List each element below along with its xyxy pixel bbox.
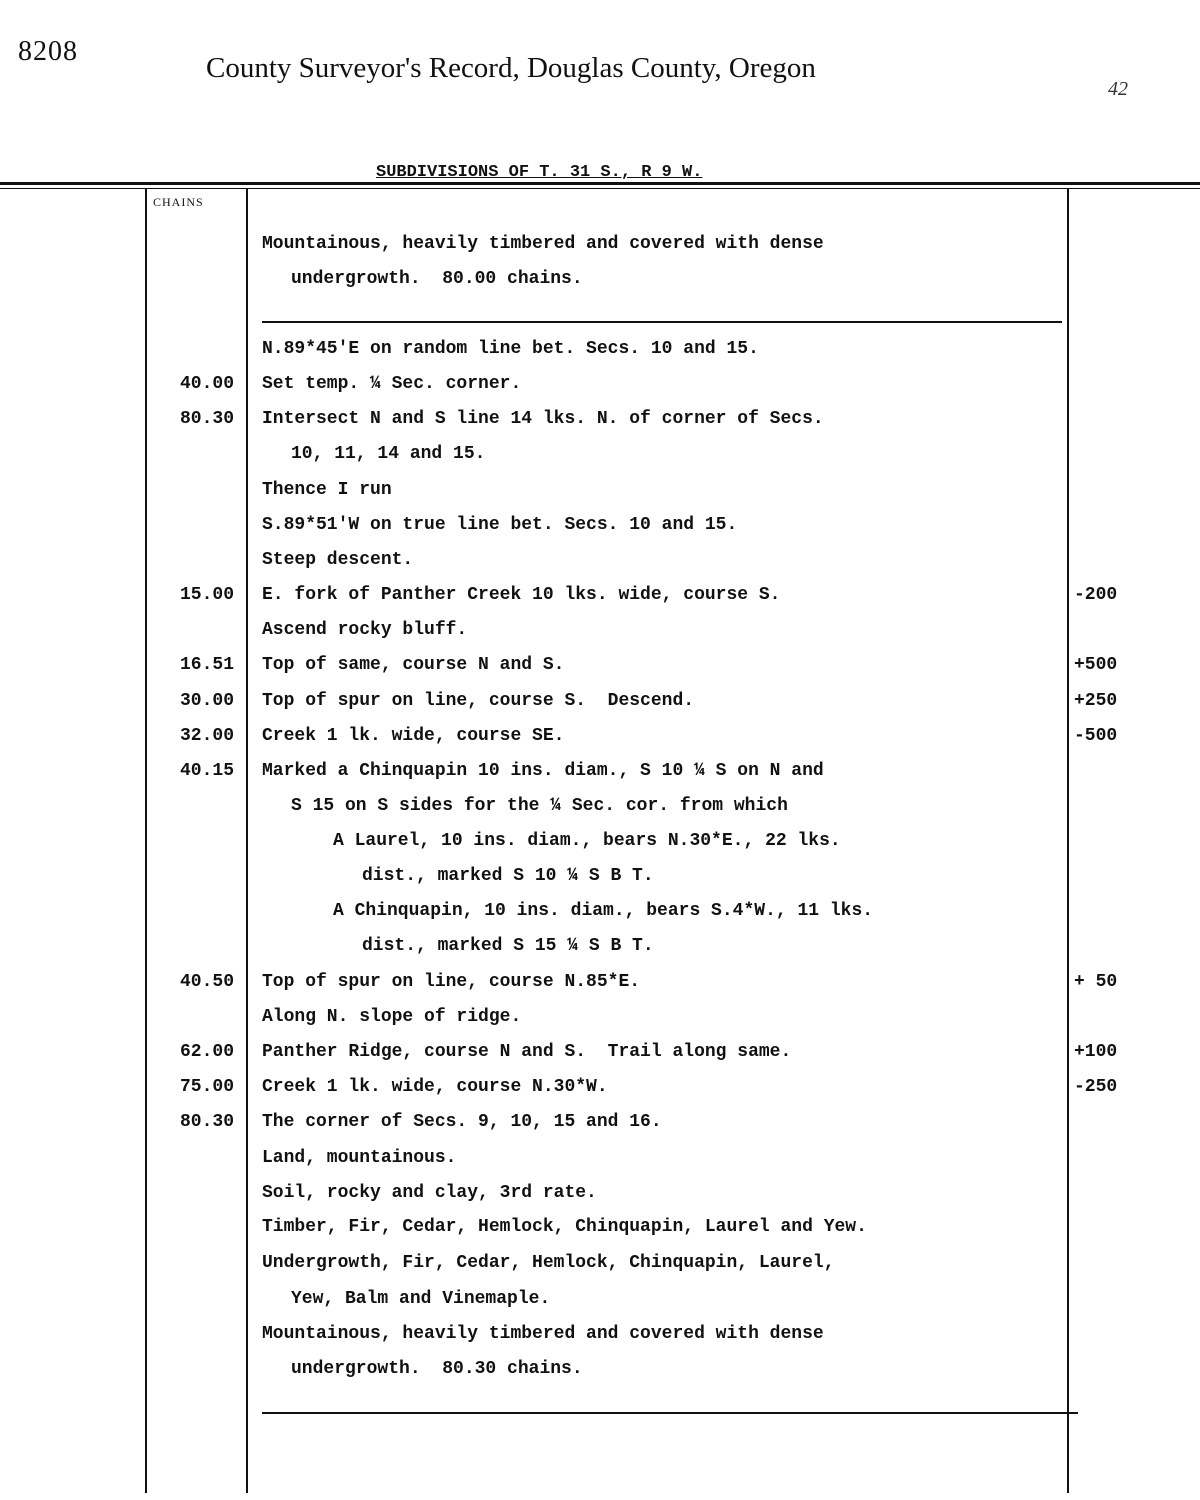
chain-value: 40.50	[179, 972, 234, 992]
entry-text: S 15 on S sides for the ¼ Sec. cor. from which	[291, 796, 788, 816]
page-number: 8208	[18, 36, 78, 67]
section-separator-2	[262, 1412, 1078, 1414]
entry-text: Marked a Chinquapin 10 ins. diam., S 10 ¼ S on N and	[262, 761, 824, 781]
top-rule-thick	[0, 182, 1200, 185]
section-separator-1	[262, 321, 1062, 323]
entry-text: Mountainous, heavily timbered and covered with dense	[262, 234, 824, 254]
chains-column-label: CHAINS	[153, 195, 204, 209]
chain-value: 80.30	[179, 409, 234, 429]
entry-text: dist., marked S 15 ¼ S B T.	[362, 936, 654, 956]
chains-column-left-border	[145, 188, 147, 1493]
elevation-value: -200	[1074, 585, 1118, 605]
entry-text: The corner of Secs. 9, 10, 15 and 16.	[262, 1112, 662, 1132]
elevation-value: -250	[1074, 1077, 1118, 1097]
chain-value: 16.51	[179, 655, 234, 675]
text-column-right-border	[1067, 188, 1069, 1493]
chain-value: 75.00	[179, 1077, 234, 1097]
entry-text: Top of spur on line, course N.85*E.	[262, 972, 641, 992]
entry-text: Mountainous, heavily timbered and covered with dense	[262, 1324, 824, 1344]
chain-value: 62.00	[179, 1042, 234, 1062]
chain-value: 40.15	[179, 761, 234, 781]
entry-text: E. fork of Panther Creek 10 lks. wide, course S.	[262, 585, 781, 605]
entry-text: dist., marked S 10 ¼ S B T.	[362, 866, 654, 886]
entry-text: Set temp. ¼ Sec. corner.	[262, 374, 522, 394]
entry-text: Soil, rocky and clay, 3rd rate.	[262, 1183, 597, 1203]
entry-text: Ascend rocky bluff.	[262, 620, 468, 640]
entry-text: undergrowth. 80.30 chains.	[291, 1359, 583, 1379]
entry-text: Thence I run	[262, 480, 392, 500]
elevation-value: -500	[1074, 726, 1118, 746]
entry-text: Panther Ridge, course N and S. Trail along same.	[262, 1042, 792, 1062]
chains-column-right-border	[246, 188, 248, 1493]
chain-value: 40.00	[179, 374, 234, 394]
entry-text: Intersect N and S line 14 lks. N. of corner of Secs.	[262, 409, 824, 429]
entry-text: Creek 1 lk. wide, course SE.	[262, 726, 565, 746]
page-title: County Surveyor's Record, Douglas County, Oregon	[206, 52, 816, 84]
entry-text: Top of spur on line, course S. Descend.	[262, 691, 695, 711]
entry-text: Land, mountainous.	[262, 1148, 457, 1168]
chain-value: 80.30	[179, 1112, 234, 1132]
entry-text: Timber, Fir, Cedar, Hemlock, Chinquapin, Laurel and Yew.	[262, 1217, 867, 1237]
entry-text: A Laurel, 10 ins. diam., bears N.30*E., 22 lks.	[333, 831, 841, 851]
top-rule-thin	[0, 188, 1200, 189]
entry-text: N.89*45'E on random line bet. Secs. 10 and 15.	[262, 339, 759, 359]
entry-text: Undergrowth, Fir, Cedar, Hemlock, Chinquapin, Laurel,	[262, 1253, 835, 1273]
entry-text: Yew, Balm and Vinemaple.	[291, 1289, 551, 1309]
entry-text: S.89*51'W on true line bet. Secs. 10 and 15.	[262, 515, 738, 535]
elevation-value: +250	[1074, 691, 1118, 711]
chain-value: 30.00	[179, 691, 234, 711]
elevation-value: +100	[1074, 1042, 1118, 1062]
elevation-value: + 50	[1074, 972, 1118, 992]
entry-text: undergrowth. 80.00 chains.	[291, 269, 583, 289]
subdivision-title: SUBDIVISIONS OF T. 31 S., R 9 W.	[376, 163, 703, 182]
entry-text: Creek 1 lk. wide, course N.30*W.	[262, 1077, 608, 1097]
entry-text: Top of same, course N and S.	[262, 655, 565, 675]
entry-text: 10, 11, 14 and 15.	[291, 444, 486, 464]
entry-text: Steep descent.	[262, 550, 414, 570]
folio-number: 42	[1108, 78, 1128, 100]
chain-value: 15.00	[179, 585, 234, 605]
entry-text: A Chinquapin, 10 ins. diam., bears S.4*W., 11 lks.	[333, 901, 874, 921]
elevation-value: +500	[1074, 655, 1118, 675]
chain-value: 32.00	[179, 726, 234, 746]
entry-text: Along N. slope of ridge.	[262, 1007, 522, 1027]
